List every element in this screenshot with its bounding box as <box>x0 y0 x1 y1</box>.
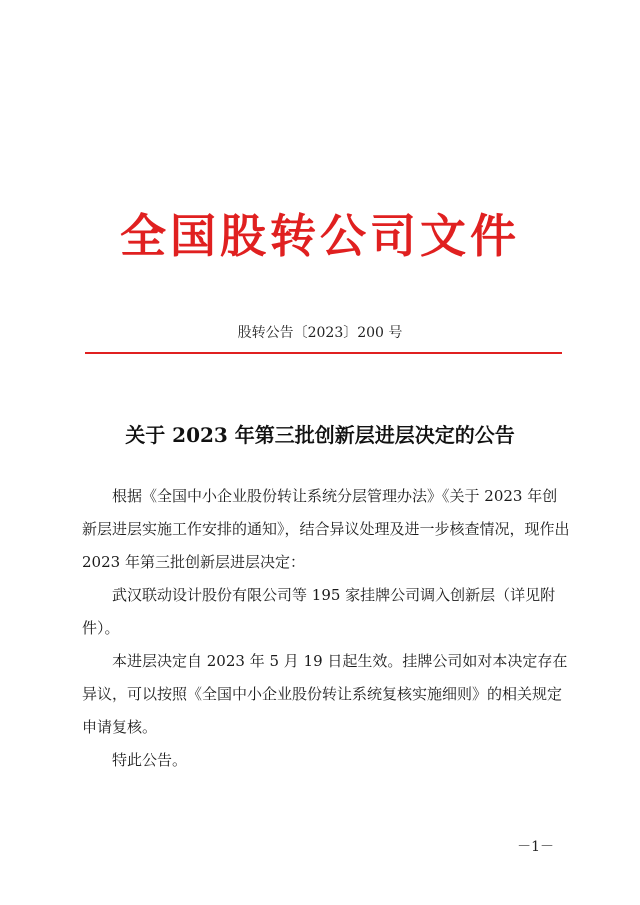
page-number: －1－ <box>517 839 554 855</box>
masthead: 全国股转公司文件 <box>120 209 520 263</box>
document-body <box>82 480 572 777</box>
paragraph-basis: 根据《全国中小企业股份转让系统分层管理办法》《关于 2023 年创新层进层实施工作安排的通知》，结合异议处理及进一步核查情况，现作出 2023 年第三批创新层进层决定： <box>82 487 570 571</box>
paragraph-effective: 本进层决定自 2023 年 5 月 19 日起生效。挂牌公司如对本决定存在异议，可以按照《全国中小企业股份转让系统复核实施细则》的相关规定申请复核。 <box>82 652 568 736</box>
red-divider <box>85 352 562 354</box>
document-number: 股转公告〔2023〕200 号 <box>237 325 403 341</box>
paragraph-closing: 特此公告。 <box>112 751 188 769</box>
document-title: 关于 2023 年第三批创新层进层决定的公告 <box>125 423 515 447</box>
paragraph-decision: 武汉联动设计股份有限公司等 195 家挂牌公司调入创新层（详见附件）。 <box>82 586 556 637</box>
